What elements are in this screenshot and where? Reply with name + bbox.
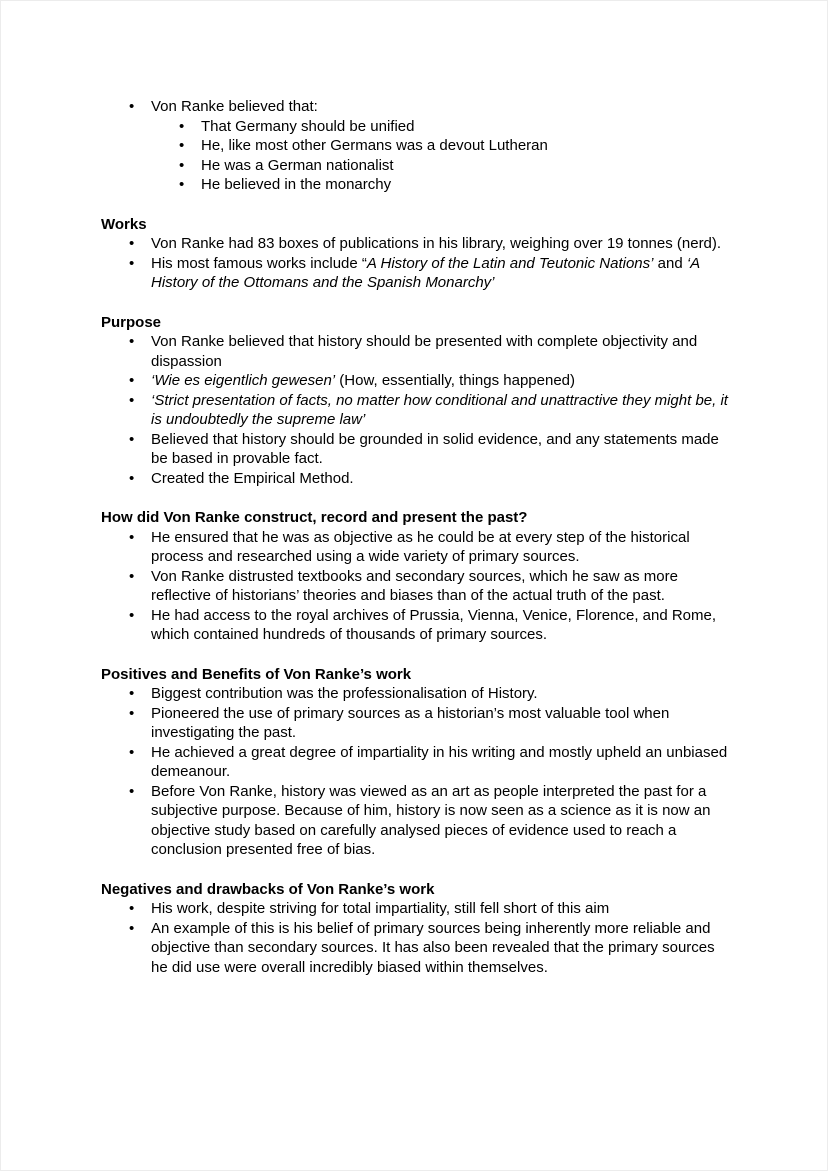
bullet-item — [101, 782, 729, 860]
bullet-item — [101, 234, 729, 254]
item-text: Biggest contribution was the professionalisation of History. — [151, 685, 538, 702]
bullet-item — [101, 391, 729, 430]
item-text: Pioneered the use of primary sources as a historian’s most valuable tool when investigating the past. — [151, 704, 670, 741]
item-text: He believed in the monarchy — [201, 176, 392, 193]
bullet-item — [101, 430, 729, 469]
item-text: Von Ranke had 83 boxes of publications in his library, weighing over 19 tonnes (nerd). — [151, 235, 722, 252]
item-text: Before Von Ranke, history was viewed as an art as people interpreted the past for a subjective purpose. Because of him, history is now seen as a science as it is now an objective study based on carefully analysed pieces of evidence used to reach a conclusion presented free of bias. — [151, 782, 711, 858]
item-text-italic: ‘Wie es eigentlich gewesen’ — [151, 372, 336, 389]
section-purpose — [101, 313, 729, 489]
bullet-item — [101, 567, 729, 606]
item-text: That Germany should be unified — [201, 117, 415, 135]
bullet-subitem — [151, 117, 729, 137]
item-text: He, like most other Germans was a devout Lutheran — [201, 137, 548, 154]
section-works — [101, 215, 729, 293]
section-method — [101, 508, 729, 645]
bullet-item — [101, 899, 729, 919]
bullet-item — [101, 743, 729, 782]
section-list — [101, 332, 729, 488]
bullet-item — [101, 528, 729, 567]
item-text-italic: ‘Strict presentation of facts, no matter how conditional and unattractive they might be, it is undoubtedly the supreme law’ — [151, 391, 728, 428]
bullet-item — [101, 469, 729, 489]
item-text: An example of this is his belief of primary sources being inherently more reliable and objective than secondary sources. It has also been revealed that the primary sources he did use were overall incredibly biased within themselves. — [151, 919, 715, 976]
bullet-item — [101, 254, 729, 293]
item-text: Von Ranke believed that: — [151, 98, 318, 115]
item-text: He had access to the royal archives of Prussia, Vienna, Venice, Florence, and Rome, which contained hundreds of thousands of primary sources. — [151, 606, 717, 643]
section-heading: Works — [101, 215, 147, 233]
intro-sublist — [151, 117, 729, 195]
bullet-item — [101, 606, 729, 645]
section-heading: Positives and Benefits of Von Ranke’s work — [101, 665, 412, 683]
item-text-italic: ‘A History of the Ottomans and the Spanish Monarchy’ — [151, 254, 700, 291]
item-text: Von Ranke distrusted textbooks and secondary sources, which he saw as more reflective of historians’ theories and biases than of the actual truth of the past. — [151, 567, 678, 604]
bullet-subitem — [151, 175, 729, 195]
section-positives — [101, 665, 729, 860]
section-list — [101, 899, 729, 977]
item-text: Von Ranke believed that history should be presented with complete objectivity and dispassion — [151, 333, 698, 370]
bullet-subitem — [151, 156, 729, 176]
bullet-item — [101, 704, 729, 743]
item-text: Believed that history should be grounded in solid evidence, and any statements made be based in provable fact. — [151, 430, 719, 467]
bullet-item — [101, 371, 729, 391]
section-list — [101, 684, 729, 860]
bullet-item — [101, 684, 729, 704]
intro-list — [101, 97, 729, 195]
bullet-subitem — [151, 136, 729, 156]
section-heading: Negatives and drawbacks of Von Ranke’s work — [101, 880, 435, 898]
section-negatives — [101, 880, 729, 978]
bullet-item — [101, 97, 729, 195]
item-text: He was a German nationalist — [201, 156, 394, 174]
item-text: His most famous works include “ — [151, 254, 367, 272]
item-text-italic: A History of the Latin and Teutonic Nations’ — [366, 254, 654, 272]
item-text: His work, despite striving for total impartiality, still fell short of this aim — [151, 900, 610, 917]
item-text: and — [653, 254, 687, 272]
section-heading: Purpose — [101, 313, 162, 331]
bullet-item — [101, 919, 729, 978]
bullet-item — [101, 332, 729, 371]
section-list — [101, 234, 729, 293]
item-text: He ensured that he was as objective as he could be at every step of the historical process and researched using a wide variety of primary sources. — [151, 528, 690, 565]
section-list — [101, 528, 729, 645]
item-text: He achieved a great degree of impartiality in his writing and mostly upheld an unbiased demeanour. — [151, 743, 728, 780]
item-text: Created the Empirical Method. — [151, 469, 354, 487]
item-text: (How, essentially, things happened) — [335, 372, 576, 389]
section-heading: How did Von Ranke construct, record and present the past? — [101, 509, 528, 526]
